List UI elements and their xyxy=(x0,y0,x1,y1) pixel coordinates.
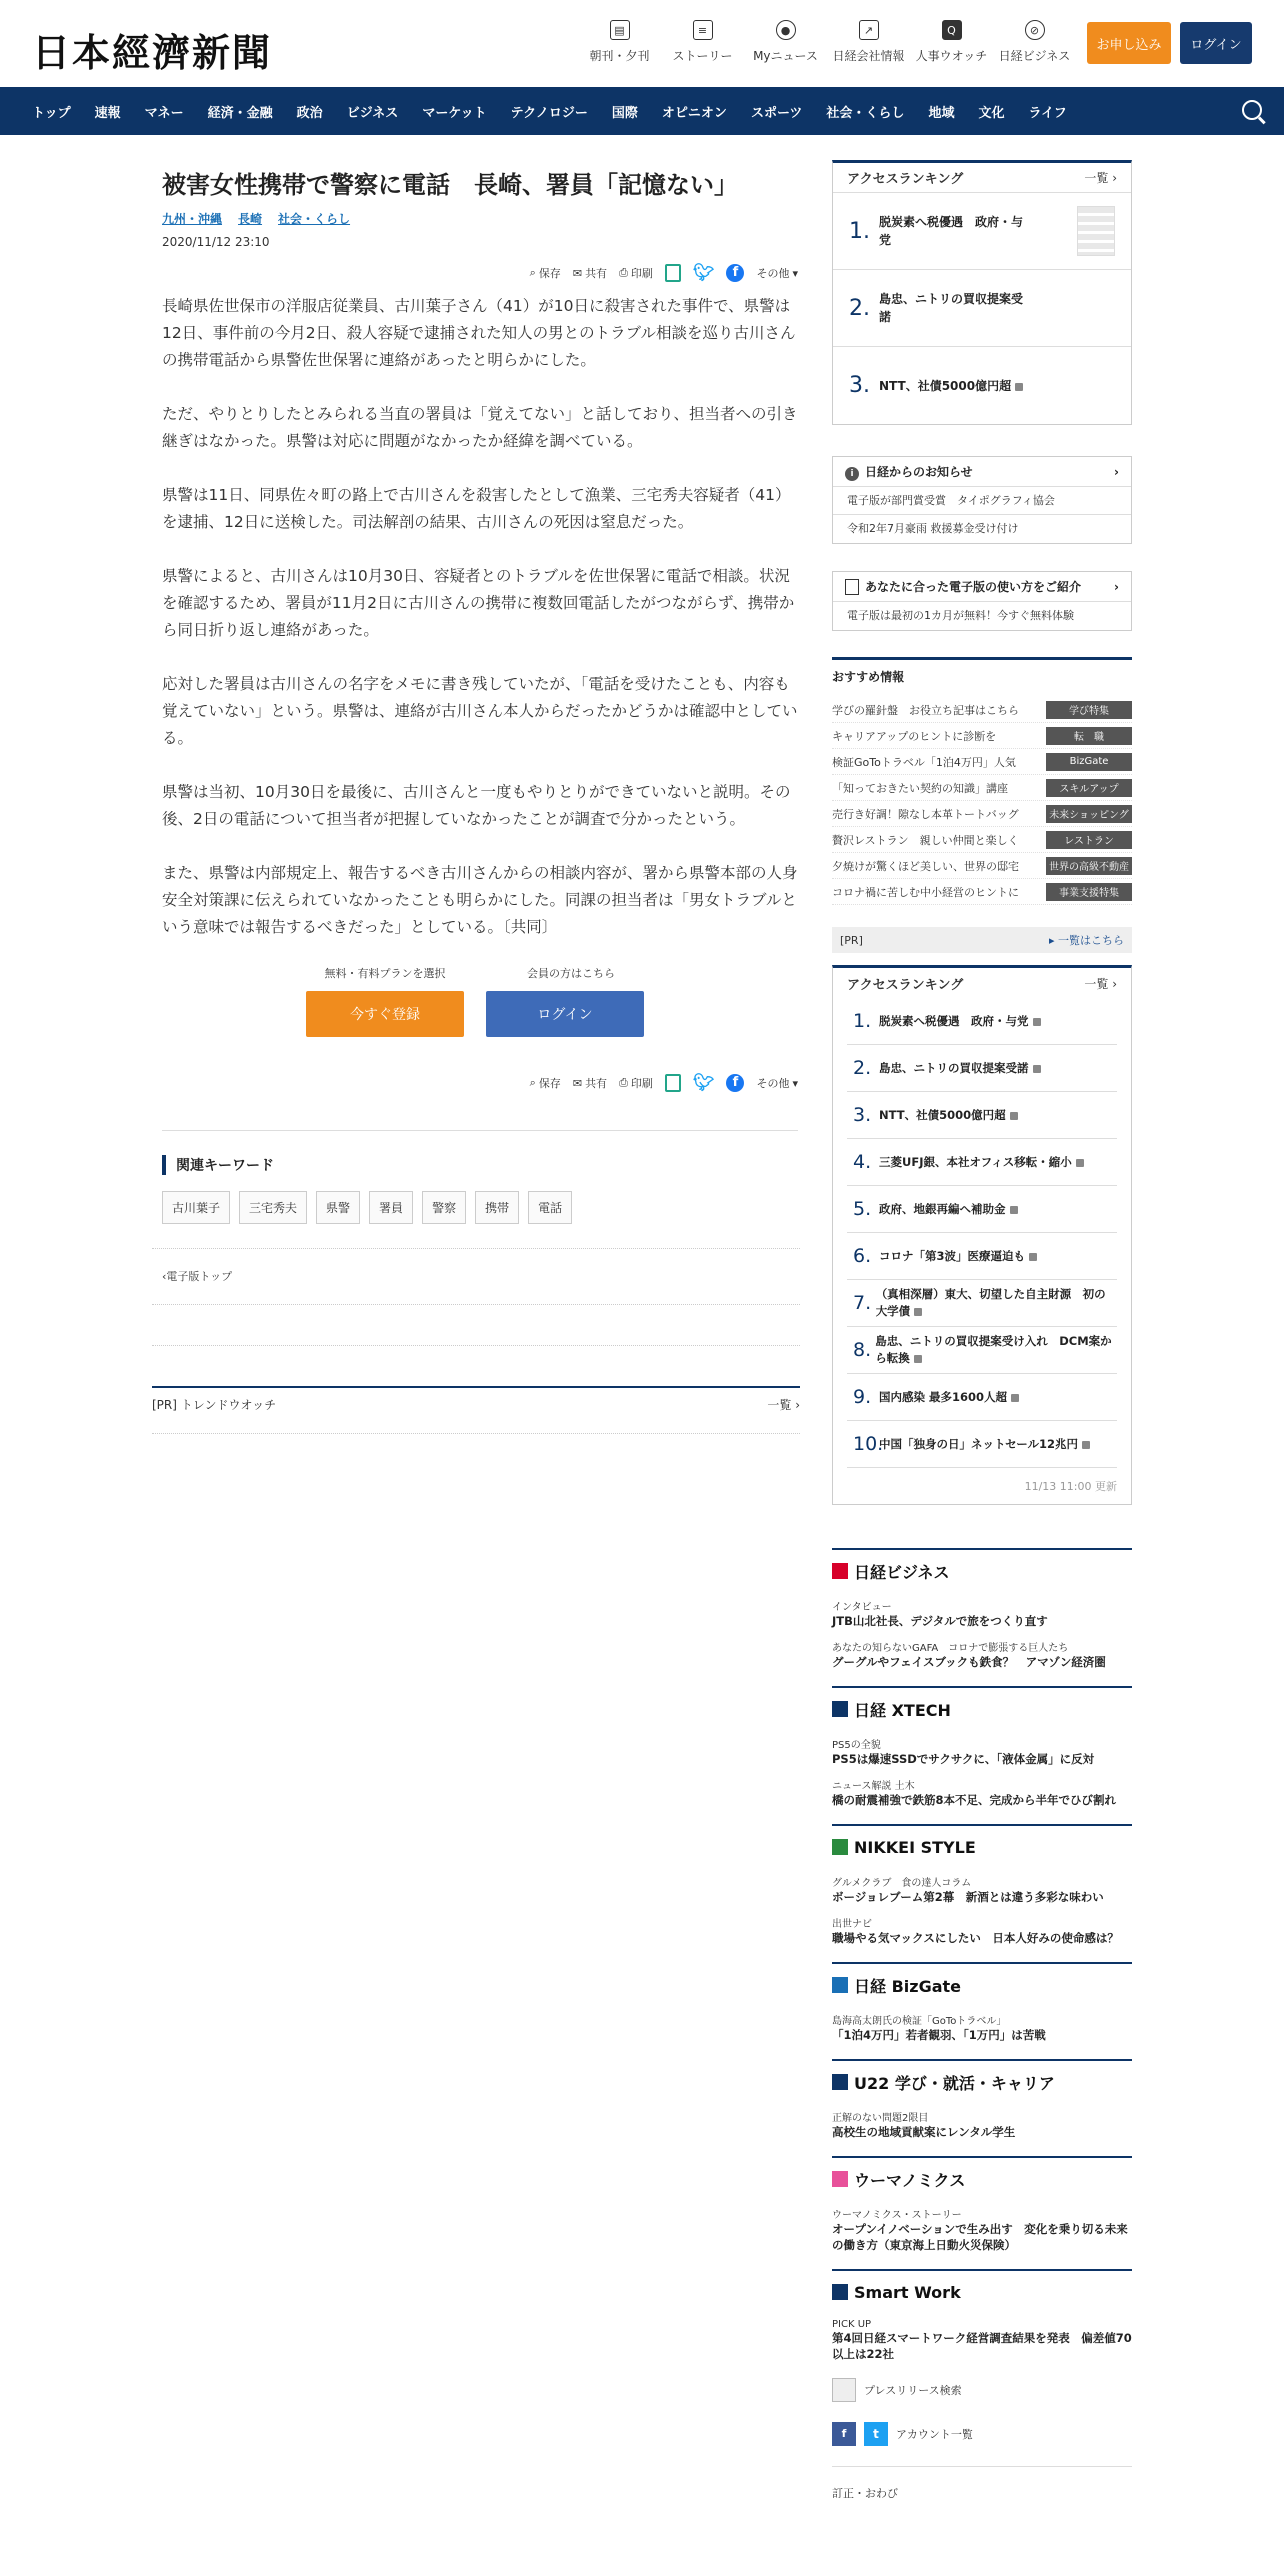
article-body xyxy=(162,293,798,941)
header-link-label: 人事ウオッチ xyxy=(915,49,988,63)
pub-headline: JTB山北社長、デジタルで旅をつくり直す xyxy=(832,1614,1048,1628)
nav-item[interactable]: トップ xyxy=(32,105,71,121)
pub-xtech xyxy=(832,1686,1132,1808)
pub-smartwork xyxy=(832,2269,1132,2362)
keyword-chip[interactable]: 古川葉子 xyxy=(162,1191,230,1224)
recommend-badge: レストラン xyxy=(1046,831,1132,849)
guide-header[interactable] xyxy=(833,572,1131,602)
divider xyxy=(152,1304,800,1305)
ranking-title: アクセスランキング xyxy=(847,172,964,187)
article-paragraph: ただ、やりとりしたとみられる当直の署員は「覚えてない」と話しており、担当者への引き継ぎはなかった。県警は対応に問題がなかったか経緯を調べている。 xyxy=(162,405,798,450)
ranking-item[interactable] xyxy=(847,1186,1117,1233)
recommend-text: 「知っておきたい契約の知識」講座 xyxy=(832,781,1008,795)
lock-icon xyxy=(1010,1206,1018,1214)
pub-item[interactable] xyxy=(832,1639,1132,1670)
pub-logo-text[interactable]: ウーマノミクス xyxy=(854,2170,966,2190)
keyword-chip[interactable]: 警察 xyxy=(422,1191,466,1224)
pub-headline: ボージョレブーム第2幕 新酒とは違う多彩な味わい xyxy=(832,1890,1104,1904)
lock-icon xyxy=(1076,1159,1084,1167)
rank-headline xyxy=(879,1013,1041,1030)
rank-headline xyxy=(876,1286,1117,1320)
rank-headline xyxy=(879,377,1029,395)
pub-kicker: 正解のない問題2限目 xyxy=(832,2113,929,2124)
clip-icon: ⌕ xyxy=(529,1076,536,1089)
pub-item[interactable] xyxy=(832,2012,1132,2043)
recommend-text: 贅沢レストラン 親しい仲間と楽しく xyxy=(832,833,1019,847)
notice-item[interactable]: 電子版が部門賞受賞 タイポグラフィ協会 xyxy=(833,487,1131,515)
mail-icon: ✉ xyxy=(572,266,583,280)
recommend-text: コロナ禍に苦しむ中小経営のヒントに xyxy=(832,885,1019,899)
login-button[interactable]: ログイン xyxy=(1180,22,1252,64)
divider xyxy=(152,1433,800,1434)
site-header xyxy=(0,0,1284,87)
pub-item[interactable] xyxy=(832,1874,1132,1905)
correction-link[interactable]: 訂正・おわび xyxy=(832,2466,1132,2501)
triangle-right-icon: ▸ xyxy=(1048,934,1058,947)
other-label: その他 xyxy=(756,267,790,280)
lock-icon xyxy=(1015,383,1023,391)
pub-kicker: 島海高太朗氏の検証「GoToトラベル」 xyxy=(832,2016,1007,2027)
rank-headline xyxy=(879,1060,1041,1077)
trend-more-link[interactable]: 一覧 › xyxy=(767,1398,800,1412)
ranking-item[interactable] xyxy=(847,1421,1117,1468)
article-tags xyxy=(162,210,798,227)
facebook-icon[interactable]: f xyxy=(726,264,744,282)
header-link-business[interactable] xyxy=(993,20,1076,64)
ranking-item[interactable] xyxy=(847,1045,1117,1092)
pub-kicker: グルメクラブ 食の達人コラム xyxy=(832,1878,972,1889)
pub-headline: 橋の耐震補強で鉄筋8本不足、完成から半年でひび割れ xyxy=(832,1793,1116,1807)
pub-headline: PS5は爆速SSDでサクサクに、「液体金属」に反対 xyxy=(832,1752,1095,1766)
facebook-icon: f xyxy=(832,2422,856,2446)
ranking-item[interactable] xyxy=(833,193,1131,270)
site-logo[interactable]: 日本經濟新聞 xyxy=(32,30,273,75)
lock-icon xyxy=(1010,1112,1018,1120)
article-title: 被害女性携帯で警察に電話 長崎、署員「記憶ない」 xyxy=(162,171,738,199)
recommend-badge: スキルアップ xyxy=(1046,779,1132,797)
rank-number: 10. xyxy=(853,1433,884,1455)
nikkei-business-logo-icon xyxy=(832,1563,848,1579)
rank-headline-text: 三菱UFJ銀、本社オフィス移転・縮小 xyxy=(879,1154,1072,1169)
rank-number: 3. xyxy=(849,373,870,398)
chevron-left-icon: ‹ xyxy=(162,1270,167,1283)
ranking-item[interactable] xyxy=(847,1327,1117,1374)
print-label: 印刷 xyxy=(630,1077,653,1090)
rank-number: 5. xyxy=(853,1198,872,1220)
header-link-label: Myニュース xyxy=(753,49,818,63)
chevron-right-icon: › xyxy=(1114,579,1119,594)
save-label: 保存 xyxy=(538,267,561,280)
print-button[interactable] xyxy=(619,265,653,281)
save-label: 保存 xyxy=(538,1077,561,1090)
print-label: 印刷 xyxy=(630,267,653,280)
header-link-newspaper[interactable] xyxy=(578,20,661,64)
pub-item[interactable] xyxy=(832,2109,1132,2140)
notice-box xyxy=(832,456,1132,544)
pub-logo-text[interactable]: 日経 BizGate xyxy=(854,1976,961,1996)
pub-kicker: ニュース解説 土木 xyxy=(832,1781,915,1792)
article-paragraph: 応対した署員は古川さんの名字をメモに書き残していたが、「電話を受けたことも、内容も覚えていない」という。県警は、連絡が古川さん本人からだったかどうかは確認中としている。 xyxy=(162,675,798,747)
share-toolbar-bottom xyxy=(162,1071,798,1095)
rank-headline-text: 中国「独身の日」ネットセール12兆円 xyxy=(879,1436,1078,1451)
chart-icon: ↗ xyxy=(859,20,879,40)
keyword-chip[interactable]: 携帯 xyxy=(475,1191,519,1224)
recommend-item[interactable] xyxy=(832,749,1132,775)
info-icon: i xyxy=(845,467,859,481)
memo-icon[interactable] xyxy=(665,264,681,282)
recommend-item[interactable] xyxy=(832,775,1132,801)
recommend-text: 売行き好調！隙なし本革トートバッグ xyxy=(832,807,1019,821)
pub-u22 xyxy=(832,2059,1132,2140)
nav-item[interactable]: 政治 xyxy=(296,105,323,121)
recommend-item[interactable] xyxy=(832,801,1132,827)
rank-number: 9. xyxy=(853,1386,872,1408)
header-link-story[interactable] xyxy=(661,20,744,64)
recommend-badge: 世界の高級不動産 xyxy=(1046,857,1132,875)
recommend-text: 学びの羅針盤 お役立ち記事はこちら xyxy=(832,703,1019,717)
trend-title: [PR] トレンドウオッチ xyxy=(152,1398,277,1412)
tag-link[interactable]: 長崎 xyxy=(238,212,263,226)
pub-nikkei-business xyxy=(832,1548,1132,1670)
nav-item[interactable]: ビジネス xyxy=(346,105,399,121)
notice-item[interactable]: 令和2年7月豪雨 救援募金受け付け xyxy=(847,522,1019,535)
save-button[interactable] xyxy=(530,1075,561,1091)
lock-icon xyxy=(1033,1018,1041,1026)
rank-headline xyxy=(879,1154,1084,1171)
pub-headline: グーグルやフェイスブックも鉄食？ アマゾン経済圏 xyxy=(832,1655,1106,1669)
rank-number: 1. xyxy=(853,1010,872,1032)
other-share-button[interactable] xyxy=(756,1075,798,1091)
ranking-more-link[interactable]: 一覧 › xyxy=(1084,976,1117,991)
clip-icon: ⌕ xyxy=(529,266,536,279)
nav-item[interactable]: 経済・金融 xyxy=(207,105,273,121)
accounts-label: アカウント一覧 xyxy=(896,2428,973,2441)
graduation-cap-icon xyxy=(832,2074,848,2090)
article-paragraph: 県警は11日、同県佐々町の路上で古川さんを殺害したとして漁業、三宅秀夫容疑者（41）を逮捕、12日に送検した。司法解剖の結果、古川さんの死因は窒息だった。 xyxy=(162,486,791,531)
print-button[interactable] xyxy=(619,1075,653,1091)
recommend-box xyxy=(832,657,1132,905)
nav-item[interactable]: 国際 xyxy=(611,105,638,121)
other-label: その他 xyxy=(756,1077,790,1090)
guide-title: あなたに合った電子版の使い方をご紹介 xyxy=(865,579,1082,594)
nav-item[interactable]: 社会・くらし xyxy=(826,105,905,121)
nav-item[interactable]: ライフ xyxy=(1028,105,1067,121)
share-label: 共有 xyxy=(585,1077,608,1090)
printer-icon: ⎙ xyxy=(619,266,628,279)
pub-item[interactable] xyxy=(832,2206,1132,2253)
pub-headline: 職場やる気マックスにしたい 日本人好みの使命感は？ xyxy=(832,1931,1119,1945)
nav-item[interactable]: テクノロジー xyxy=(510,105,588,121)
keyword-chip[interactable]: 三宅秀夫 xyxy=(239,1191,307,1224)
related-keywords xyxy=(162,1130,798,1224)
pub-kicker: PS5の全貌 xyxy=(832,1740,881,1751)
lock-icon xyxy=(1082,1441,1090,1449)
header-link-company[interactable] xyxy=(827,20,910,64)
chevron-right-icon: › xyxy=(1114,464,1119,479)
rank-number: 7. xyxy=(853,1292,872,1314)
member-label: 会員の方はこちら xyxy=(527,967,615,980)
pub-kicker: 出世ナビ xyxy=(832,1919,872,1930)
article-thumbnail xyxy=(1077,206,1115,256)
lock-icon xyxy=(1033,1065,1041,1073)
share-button[interactable] xyxy=(573,265,607,281)
pub-logo-text[interactable]: Smart Work xyxy=(854,2282,961,2302)
pr-label: [PR] xyxy=(840,933,863,947)
rank-headline-text: NTT、社債5000億円超 xyxy=(879,1107,1006,1122)
related-title: 関連キーワード xyxy=(162,1155,798,1175)
plan-label: 無料・有料プランを選択 xyxy=(324,967,446,980)
accounts-link[interactable] xyxy=(832,2422,1132,2446)
twitter-icon[interactable]: 🐦︎ xyxy=(692,263,715,283)
newspaper-icon: ▤ xyxy=(610,20,630,40)
rank-headline xyxy=(879,1248,1037,1265)
pub-item[interactable] xyxy=(832,1736,1132,1767)
ranking-item[interactable] xyxy=(847,998,1117,1045)
womanomics-logo-icon xyxy=(832,2171,848,2187)
ranking-item[interactable] xyxy=(833,347,1131,424)
header-link-label: 朝刊・夕刊 xyxy=(589,49,650,63)
rank-headline-text: 島忠、ニトリの買収提案受諾 xyxy=(879,1060,1029,1075)
pub-headline: オープンイノベーションで生み出す 変化を乗り切る未来の働き方（東京海上日動火災保険） xyxy=(832,2222,1128,2252)
ranking-more-link[interactable]: 一覧 › xyxy=(1084,171,1117,185)
save-button[interactable] xyxy=(530,265,561,281)
ranking-item[interactable] xyxy=(847,1092,1117,1139)
keyword-chip[interactable]: 県警 xyxy=(316,1191,360,1224)
article-date: 2020/11/12 23:10 xyxy=(162,235,270,249)
pub-item[interactable] xyxy=(832,1777,1132,1808)
nav-item[interactable]: オピニオン xyxy=(661,105,727,121)
register-now-button[interactable]: 今すぐ登録 xyxy=(306,991,464,1037)
facebook-icon[interactable]: f xyxy=(726,1074,744,1092)
ranking-more-label: 一覧 xyxy=(1084,976,1109,991)
divider xyxy=(152,1248,800,1249)
rank-headline: 脱炭素へ税優遇 政府・与党 xyxy=(879,215,1024,247)
pub-kicker: インタビュー xyxy=(832,1602,892,1613)
back-to-top-link[interactable] xyxy=(162,1268,232,1284)
rank-number: 4. xyxy=(853,1151,872,1173)
keyword-chip[interactable]: 署員 xyxy=(369,1191,413,1224)
recommend-text: キャリアアップのヒントに診断を xyxy=(832,729,997,743)
pub-item[interactable] xyxy=(832,1915,1132,1946)
ranking-more-label: 一覧 xyxy=(1084,171,1109,185)
rank-headline xyxy=(879,1389,1019,1406)
pr-bar xyxy=(832,927,1132,953)
rank-headline-text: 島忠、ニトリの買収提案受け入れ DCM案から転換 xyxy=(875,1334,1112,1365)
pub-nikkei-style xyxy=(832,1824,1132,1946)
recommend-item[interactable] xyxy=(832,879,1132,905)
rank-headline-text: （真相深層）東大、切望した自主財源 初の大学債 xyxy=(875,1287,1106,1318)
divider xyxy=(152,1345,800,1346)
ranking-item[interactable] xyxy=(847,1374,1117,1421)
caret-down-icon: ▾ xyxy=(792,1076,798,1090)
rank-headline xyxy=(879,1436,1090,1453)
rank-headline xyxy=(875,1333,1117,1367)
recommend-item[interactable] xyxy=(832,827,1132,853)
search-icon[interactable] xyxy=(1242,100,1262,120)
pub-kicker: PICK UP xyxy=(832,2319,872,2330)
pr-more-label: 一覧はこちら xyxy=(1058,934,1124,947)
ranking-item[interactable] xyxy=(847,1280,1117,1327)
rank-number: 8. xyxy=(853,1339,872,1361)
main-nav xyxy=(0,87,1284,135)
share-label: 共有 xyxy=(585,267,608,280)
article-paragraph: 県警は当初、10月30日を最後に、古川さんと一度もやりとりができていないと説明。その後、2日の電話について担当者が把握していなかったことが調査で分かったという。 xyxy=(162,783,791,828)
pub-kicker: あなたの知らないGAFA コロナで膨張する巨人たち xyxy=(832,1643,1069,1654)
header-link-mynews[interactable] xyxy=(744,20,827,64)
caret-down-icon: ▾ xyxy=(792,266,798,280)
ranking-item[interactable] xyxy=(833,270,1131,347)
rank-headline-text: 国内感染 最多1600人超 xyxy=(879,1389,1008,1404)
keyword-chip[interactable]: 電話 xyxy=(528,1191,572,1224)
pub-kicker: ウーマノミクス・ストーリー xyxy=(832,2210,962,2221)
rank-headline: 島忠、ニトリの買収提案受諾 xyxy=(879,292,1024,324)
rank-number: 3. xyxy=(853,1104,872,1126)
tag-link[interactable]: 九州・沖縄 xyxy=(162,212,223,226)
pub-womanomics xyxy=(832,2156,1132,2253)
mail-icon: ✉ xyxy=(572,1076,583,1090)
header-link-label: 日経会社情報 xyxy=(832,49,905,63)
header-link-jinji[interactable] xyxy=(910,20,993,64)
nav-item[interactable]: 速報 xyxy=(94,105,121,121)
share-toolbar-top xyxy=(162,261,798,285)
recommend-text: 検証GoToトラベル「1泊4万円」人気 xyxy=(832,755,1016,769)
recommend-title: おすすめ情報 xyxy=(832,670,905,684)
trend-more-label: 一覧 xyxy=(767,1398,792,1412)
pub-item[interactable] xyxy=(832,1598,1132,1629)
person-icon: ● xyxy=(776,20,796,40)
article-paragraph: また、県警は内部規定上、報告するべき古川さんからの相談内容が、署から県警本部の人身安全対策課に伝えられていなかったことも明らかにした。同課の担当者は「男女トラブルという意味では報告するべきだった」としている。〔共同〕 xyxy=(162,864,798,936)
pub-headline: 第4回日経スマートワーク経営調査結果を発表 偏差値70以上は22社 xyxy=(832,2331,1132,2361)
tag-link[interactable]: 社会・くらし xyxy=(278,212,351,226)
register-box xyxy=(306,965,656,1037)
recommend-badge: BizGate xyxy=(1046,753,1132,771)
rank-number: 6. xyxy=(853,1245,872,1267)
nav-item[interactable]: スポーツ xyxy=(750,105,803,121)
nav-item[interactable]: 地域 xyxy=(928,105,955,121)
lock-icon xyxy=(914,1355,922,1363)
search-person-icon: Q xyxy=(942,20,962,40)
memo-icon[interactable] xyxy=(665,1074,681,1092)
ranking-item[interactable] xyxy=(847,1233,1117,1280)
header-link-label: 日経ビジネス xyxy=(998,49,1071,63)
compass-icon: ⊘ xyxy=(1025,20,1045,40)
pub-logo-text[interactable]: U22 学び・就活・キャリア xyxy=(854,2073,1055,2093)
lock-icon xyxy=(1029,1253,1037,1261)
twitter-icon[interactable]: 🐦︎ xyxy=(692,1073,715,1093)
recommend-badge: 未来ショッピング xyxy=(1046,805,1132,823)
rank-number: 2. xyxy=(849,295,870,321)
guide-box xyxy=(832,571,1132,631)
article-paragraph: 長崎県佐世保市の洋服店従業員、古川葉子さん（41）が10日に殺害された事件で、県警は12日、事件前の今月2日、殺人容疑で逮捕された知人の男とのトラブル相談を巡り古川さんの携帯電話から県警佐世保署に連絡があったと明らかにした。 xyxy=(162,297,796,369)
notice-title: 日経からのお知らせ xyxy=(865,464,973,479)
press-release-icon xyxy=(832,2378,856,2402)
sidebar-ranking xyxy=(832,160,1132,425)
xtech-logo-icon xyxy=(832,1701,848,1717)
rank-headline-text: コロナ「第3波」医療逼迫も xyxy=(879,1248,1026,1263)
pub-logo-text[interactable]: 日経ビジネス xyxy=(854,1562,950,1582)
pub-headline: 「1泊4万円」若者観羽、「1万円」は苦戦 xyxy=(832,2028,1046,2042)
nav-item[interactable]: マネー xyxy=(144,105,184,121)
rank-number: 1. xyxy=(849,218,870,244)
rank-headline xyxy=(879,1107,1018,1124)
rank-headline xyxy=(879,1201,1018,1218)
recommend-item[interactable] xyxy=(832,697,1132,723)
press-release-link[interactable] xyxy=(832,2378,1132,2402)
printer-icon: ⎙ xyxy=(619,1076,628,1089)
book-icon xyxy=(845,579,859,595)
recommend-badge: 事業支援特集 xyxy=(1046,883,1132,901)
ranking-updated: 11/13 11:00 更新 xyxy=(1024,1480,1117,1493)
recommend-item[interactable] xyxy=(832,723,1132,749)
nav-item[interactable]: 文化 xyxy=(978,105,1005,121)
back-link-label: 電子版トップ xyxy=(166,1270,233,1283)
sidebar-ranking-full xyxy=(832,965,1132,1505)
lock-icon xyxy=(1011,1394,1019,1402)
bizgate-logo-icon xyxy=(832,1977,848,1993)
pub-headline: 高校生の地域貢献案にレンタル学生 xyxy=(832,2125,1016,2139)
twitter-icon: t xyxy=(864,2422,888,2446)
recommend-badge: 転 職 xyxy=(1046,727,1132,745)
trend-watch xyxy=(152,1386,800,1413)
story-icon: ≡ xyxy=(693,20,713,40)
pub-bizgate xyxy=(832,1962,1132,2043)
article xyxy=(162,168,798,968)
rank-headline-text: NTT、社債5000億円超 xyxy=(879,378,1012,393)
apply-button[interactable]: お申し込み xyxy=(1087,22,1171,64)
rank-number: 2. xyxy=(853,1057,872,1079)
member-login-button[interactable]: ログイン xyxy=(486,991,644,1037)
pub-logo-text[interactable]: NIKKEI STYLE xyxy=(854,1837,976,1857)
rank-headline-text: 脱炭素へ税優遇 政府・与党 xyxy=(879,1013,1029,1028)
pr-more-link[interactable] xyxy=(1049,932,1124,948)
other-share-button[interactable] xyxy=(756,265,798,281)
ranking-title: アクセスランキング xyxy=(847,977,964,993)
publications xyxy=(832,1548,1132,2501)
rank-headline-text: 政府、地銀再編へ補助金 xyxy=(879,1201,1006,1216)
ranking-item[interactable] xyxy=(847,1139,1117,1186)
header-icon-links xyxy=(578,20,1076,64)
pub-item[interactable] xyxy=(832,2319,1132,2362)
header-link-label: ストーリー xyxy=(672,49,733,63)
share-button[interactable] xyxy=(573,1075,607,1091)
press-release-label: プレスリリース検索 xyxy=(864,2384,962,2397)
nikkei-style-logo-icon xyxy=(832,1839,848,1855)
notice-header[interactable] xyxy=(833,457,1131,487)
recommend-badge: 学び特集 xyxy=(1046,701,1132,719)
article-paragraph: 県警によると、古川さんは10月30日、容疑者とのトラブルを佐世保署に電話で相談。状況を確認するため、署員が11月2日に古川さんの携帯に複数回電話したがつながらず、携帯から同日折り返し連絡があった。 xyxy=(162,567,795,639)
recommend-item[interactable] xyxy=(832,853,1132,879)
recommend-text: 夕焼けが驚くほど美しい、世界の邸宅 xyxy=(832,859,1019,873)
nav-item[interactable]: マーケット xyxy=(422,105,487,121)
guide-item[interactable]: 電子版は最初の1カ月が無料！今すぐ無料体験 xyxy=(847,609,1074,622)
lock-icon xyxy=(914,1308,922,1316)
smartwork-logo-icon xyxy=(832,2284,848,2300)
pub-logo-text[interactable]: 日経 XTECH xyxy=(854,1700,951,1720)
